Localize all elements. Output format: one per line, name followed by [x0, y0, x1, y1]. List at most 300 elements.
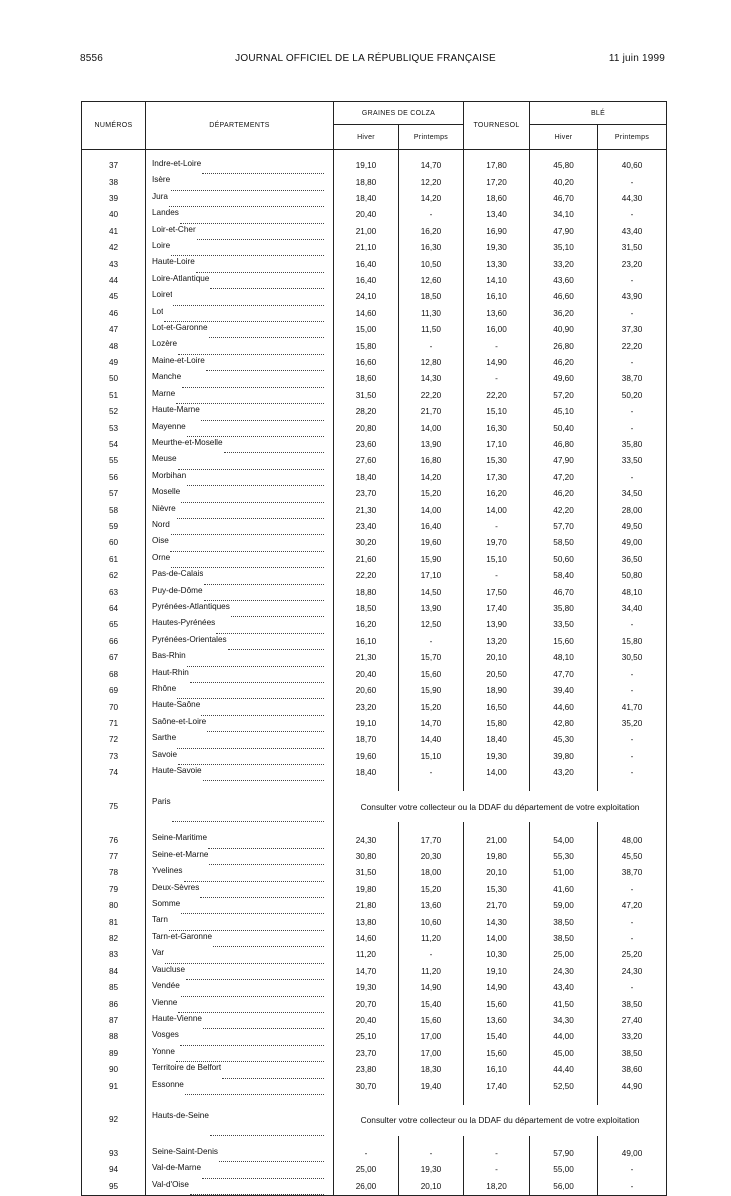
department-number: 79 — [82, 882, 146, 898]
department-name: Var — [152, 948, 165, 958]
department-cell — [146, 568, 334, 584]
tournesol-value: - — [464, 568, 530, 584]
ble-printemps-value: - — [598, 765, 667, 781]
colza-printemps-value: 14,00 — [399, 421, 464, 437]
colza-printemps-value: 12,50 — [399, 617, 464, 633]
dot-leader — [187, 476, 324, 486]
ble-printemps-value: - — [598, 1162, 667, 1178]
department-name: Haute-Loire — [152, 257, 195, 267]
spacer-cell — [530, 150, 598, 159]
table-row — [82, 486, 667, 502]
spacer-cell — [399, 822, 464, 832]
tournesol-value: - — [464, 1162, 530, 1178]
ble-hiver-value: 39,40 — [530, 683, 598, 699]
table-row — [82, 338, 667, 354]
ble-hiver-value: 24,30 — [530, 964, 598, 980]
colza-hiver-value: 16,10 — [334, 634, 399, 650]
department-number: 49 — [82, 355, 146, 371]
col-header-departements: DÉPARTEMENTS — [146, 102, 334, 150]
spacer-cell — [464, 781, 530, 791]
dot-leader — [202, 1169, 324, 1179]
spacer-cell — [334, 150, 399, 159]
department-cell — [146, 322, 334, 338]
spacer-cell — [399, 781, 464, 791]
department-name: Seine-et-Marne — [152, 849, 209, 859]
department-number: 58 — [82, 503, 146, 519]
colza-printemps-value: 12,60 — [399, 273, 464, 289]
ble-hiver-value: 41,50 — [530, 997, 598, 1013]
table-row — [82, 931, 667, 947]
department-cell — [146, 1013, 334, 1029]
department-name: Loire — [152, 241, 171, 251]
tournesol-value: 15,10 — [464, 404, 530, 420]
ble-hiver-value: 15,60 — [530, 634, 598, 650]
table-row — [82, 980, 667, 996]
tournesol-value: 18,20 — [464, 1179, 530, 1196]
ble-hiver-value: 45,80 — [530, 158, 598, 174]
ble-hiver-value: 46,80 — [530, 437, 598, 453]
tournesol-value: 15,40 — [464, 1029, 530, 1045]
ble-printemps-value: 43,90 — [598, 289, 667, 305]
ble-printemps-value: - — [598, 273, 667, 289]
department-cell — [146, 601, 334, 617]
ble-printemps-value: 38,70 — [598, 371, 667, 387]
colza-printemps-value: 21,70 — [399, 404, 464, 420]
department-number: 63 — [82, 585, 146, 601]
colza-printemps-value: 18,30 — [399, 1062, 464, 1078]
ble-printemps-value: - — [598, 749, 667, 765]
ble-printemps-value: 43,40 — [598, 224, 667, 240]
department-cell — [146, 699, 334, 715]
colza-printemps-value: 14,70 — [399, 716, 464, 732]
ble-printemps-value: - — [598, 980, 667, 996]
colza-printemps-value: 11,20 — [399, 931, 464, 947]
department-cell — [146, 716, 334, 732]
tournesol-value: 21,00 — [464, 832, 530, 848]
department-name: Yvelines — [152, 866, 183, 876]
tournesol-value: 20,10 — [464, 865, 530, 881]
department-name: Seine-Maritime — [152, 833, 208, 843]
ble-hiver-value: 57,20 — [530, 388, 598, 404]
colza-hiver-value: 30,20 — [334, 535, 399, 551]
table-row — [82, 832, 667, 848]
department-name: Val-de-Marne — [152, 1163, 201, 1173]
table-header — [82, 102, 667, 150]
department-cell — [146, 486, 334, 502]
colza-printemps-value: 17,00 — [399, 1046, 464, 1062]
ble-printemps-value: 49,50 — [598, 519, 667, 535]
ble-printemps-value: 44,90 — [598, 1079, 667, 1095]
department-number: 76 — [82, 832, 146, 848]
colza-hiver-value: 19,30 — [334, 980, 399, 996]
tournesol-value: 14,30 — [464, 914, 530, 930]
colza-hiver-value: 14,70 — [334, 964, 399, 980]
tournesol-value: 15,60 — [464, 1046, 530, 1062]
ble-hiver-value: 34,10 — [530, 207, 598, 223]
tournesol-value: 17,50 — [464, 585, 530, 601]
colza-printemps-value: 11,20 — [399, 964, 464, 980]
table-row — [82, 634, 667, 650]
tournesol-value: 20,10 — [464, 650, 530, 666]
table-row — [82, 568, 667, 584]
publication-date: 11 juin 1999 — [608, 53, 665, 64]
dot-leader — [200, 888, 324, 898]
department-name: Orne — [152, 552, 171, 562]
tournesol-value: 13,90 — [464, 617, 530, 633]
dot-leader — [203, 771, 324, 781]
tournesol-value: 21,70 — [464, 898, 530, 914]
department-number: 47 — [82, 322, 146, 338]
spacer-row — [82, 822, 667, 832]
department-cell — [146, 174, 334, 190]
dot-leader — [178, 345, 324, 355]
department-name: Lot-et-Garonne — [152, 323, 208, 333]
tournesol-value: 14,10 — [464, 273, 530, 289]
department-name: Haut-Rhin — [152, 667, 189, 677]
table-row — [82, 470, 667, 486]
department-name: Vienne — [152, 997, 178, 1007]
ble-hiver-value: 33,20 — [530, 256, 598, 272]
tournesol-value: 14,00 — [464, 503, 530, 519]
department-name: Deux-Sèvres — [152, 882, 200, 892]
department-cell — [146, 207, 334, 223]
tournesol-value: 19,70 — [464, 535, 530, 551]
spacer-cell — [146, 822, 334, 832]
tournesol-value: 15,10 — [464, 552, 530, 568]
colza-hiver-value: 18,80 — [334, 585, 399, 601]
colza-hiver-value: 16,40 — [334, 256, 399, 272]
ble-printemps-value: 15,80 — [598, 634, 667, 650]
ble-hiver-value: 34,30 — [530, 1013, 598, 1029]
dot-leader — [182, 378, 324, 388]
colza-printemps-value: 15,60 — [399, 1013, 464, 1029]
tournesol-value: 13,40 — [464, 207, 530, 223]
dot-leader — [169, 197, 324, 207]
department-name: Indre-et-Loire — [152, 159, 202, 168]
ble-hiver-value: 38,50 — [530, 931, 598, 947]
spacer-row — [82, 1095, 667, 1105]
colza-printemps-value: - — [399, 634, 464, 650]
ble-printemps-value: 33,20 — [598, 1029, 667, 1045]
colza-hiver-value: 20,60 — [334, 683, 399, 699]
ble-printemps-value: 35,20 — [598, 716, 667, 732]
department-name: Paris — [152, 797, 171, 807]
department-number: 61 — [82, 552, 146, 568]
colza-hiver-value: 20,40 — [334, 207, 399, 223]
colza-hiver-value: 23,70 — [334, 486, 399, 502]
ble-printemps-value: 30,50 — [598, 650, 667, 666]
colza-printemps-value: 16,80 — [399, 453, 464, 469]
tournesol-value: 20,50 — [464, 667, 530, 683]
department-number: 62 — [82, 568, 146, 584]
table-row — [82, 585, 667, 601]
ble-hiver-value: 47,70 — [530, 667, 598, 683]
department-name: Haute-Savoie — [152, 766, 202, 776]
spacer-cell — [82, 150, 146, 159]
department-cell — [146, 667, 334, 683]
tournesol-value: 16,00 — [464, 322, 530, 338]
table-row — [82, 355, 667, 371]
department-name: Sarthe — [152, 733, 177, 743]
department-cell — [146, 519, 334, 535]
table-row — [82, 749, 667, 765]
department-number: 68 — [82, 667, 146, 683]
colza-hiver-value: 14,60 — [334, 931, 399, 947]
department-name: Somme — [152, 899, 181, 909]
ble-printemps-value: - — [598, 421, 667, 437]
tournesol-value: 17,10 — [464, 437, 530, 453]
spacer-cell — [334, 781, 399, 791]
department-cell — [146, 980, 334, 996]
ble-printemps-value: 50,20 — [598, 388, 667, 404]
department-cell — [146, 964, 334, 980]
dot-leader — [178, 1003, 324, 1013]
department-number: 39 — [82, 191, 146, 207]
colza-printemps-value: 20,30 — [399, 849, 464, 865]
colza-hiver-value: 18,70 — [334, 732, 399, 748]
ble-printemps-value: 37,30 — [598, 322, 667, 338]
department-name: Manche — [152, 372, 182, 382]
consult-row — [82, 1105, 667, 1136]
ble-hiver-value: 58,40 — [530, 568, 598, 584]
colza-printemps-value: 15,10 — [399, 749, 464, 765]
spacer-cell — [464, 822, 530, 832]
colza-hiver-value: 26,00 — [334, 1179, 399, 1196]
department-number: 88 — [82, 1029, 146, 1045]
colza-hiver-value: 21,30 — [334, 503, 399, 519]
dot-leader — [209, 328, 324, 338]
department-cell — [146, 732, 334, 748]
ble-hiver-value: 59,00 — [530, 898, 598, 914]
colza-hiver-value: 16,20 — [334, 617, 399, 633]
table-row — [82, 1162, 667, 1178]
tournesol-value: 18,40 — [464, 732, 530, 748]
department-name: Moselle — [152, 487, 181, 497]
ble-hiver-value: 43,40 — [530, 980, 598, 996]
department-name: Tarn — [152, 915, 168, 925]
spacer-cell — [334, 822, 399, 832]
ble-hiver-value: 41,60 — [530, 882, 598, 898]
table-row — [82, 601, 667, 617]
ble-hiver-value: 49,60 — [530, 371, 598, 387]
department-cell — [146, 421, 334, 437]
tournesol-value: 18,90 — [464, 683, 530, 699]
dot-leader — [206, 361, 324, 371]
dot-leader — [204, 575, 324, 585]
ble-printemps-value: 28,00 — [598, 503, 667, 519]
ble-printemps-value: - — [598, 882, 667, 898]
dot-leader — [171, 558, 324, 568]
table-row — [82, 207, 667, 223]
dot-leader — [164, 312, 324, 322]
ble-printemps-value: - — [598, 667, 667, 683]
department-name: Lot — [152, 306, 164, 316]
tournesol-value: 14,90 — [464, 980, 530, 996]
colza-hiver-value: 19,60 — [334, 749, 399, 765]
dot-leader — [176, 394, 324, 404]
department-name: Lozère — [152, 339, 178, 349]
department-number: 52 — [82, 404, 146, 420]
ble-printemps-value: 41,70 — [598, 699, 667, 715]
department-number: 54 — [82, 437, 146, 453]
page-number: 8556 — [80, 53, 104, 64]
sub-header-ble-hiver: Hiver — [530, 125, 598, 150]
colza-printemps-value: 10,60 — [399, 914, 464, 930]
department-number: 73 — [82, 749, 146, 765]
colza-printemps-value: 18,00 — [399, 865, 464, 881]
dot-leader — [165, 954, 324, 964]
department-cell — [146, 404, 334, 420]
tournesol-value: - — [464, 338, 530, 354]
colza-printemps-value: 20,10 — [399, 1179, 464, 1196]
table-body — [82, 150, 667, 1196]
department-number: 82 — [82, 931, 146, 947]
ble-hiver-value: 55,30 — [530, 849, 598, 865]
dot-leader — [177, 689, 324, 699]
department-name: Pyrénées-Atlantiques — [152, 601, 230, 611]
sub-header-colza-hiver: Hiver — [334, 125, 399, 150]
colza-printemps-value: 15,20 — [399, 699, 464, 715]
ble-hiver-value: 47,90 — [530, 224, 598, 240]
ble-printemps-value: 45,50 — [598, 849, 667, 865]
department-cell — [146, 914, 334, 930]
dot-leader — [186, 970, 324, 980]
ble-hiver-value: 33,50 — [530, 617, 598, 633]
department-number: 93 — [82, 1146, 146, 1162]
department-name: Tarn-et-Garonne — [152, 931, 213, 941]
department-cell — [146, 931, 334, 947]
ble-hiver-value: 42,80 — [530, 716, 598, 732]
colza-hiver-value: 23,80 — [334, 1062, 399, 1078]
journal-title: JOURNAL OFFICIEL DE LA RÉPUBLIQUE FRANÇAISE — [235, 53, 496, 64]
colza-hiver-value: 21,00 — [334, 224, 399, 240]
tournesol-value: 17,40 — [464, 1079, 530, 1095]
department-number: 60 — [82, 535, 146, 551]
department-number: 56 — [82, 470, 146, 486]
ble-hiver-value: 42,20 — [530, 503, 598, 519]
table-row — [82, 322, 667, 338]
colza-printemps-value: 17,10 — [399, 568, 464, 584]
dot-leader — [177, 739, 324, 749]
department-name: Mayenne — [152, 421, 186, 431]
spacer-cell — [464, 1136, 530, 1146]
department-number: 42 — [82, 240, 146, 256]
department-number: 38 — [82, 174, 146, 190]
dot-leader — [197, 230, 324, 240]
dot-leader — [201, 706, 324, 716]
table-row — [82, 667, 667, 683]
department-cell — [146, 1029, 334, 1045]
department-number: 43 — [82, 256, 146, 272]
dot-leader — [213, 937, 324, 947]
tournesol-value: 19,10 — [464, 964, 530, 980]
dot-leader — [171, 246, 324, 256]
department-number: 75 — [82, 791, 146, 822]
dot-leader — [210, 279, 324, 289]
spacer-cell — [146, 1095, 334, 1105]
colza-hiver-value: 18,40 — [334, 765, 399, 781]
spacer-cell — [399, 150, 464, 159]
department-number: 70 — [82, 699, 146, 715]
tournesol-value: 15,60 — [464, 997, 530, 1013]
ble-printemps-value: 49,00 — [598, 1146, 667, 1162]
colza-printemps-value: 16,30 — [399, 240, 464, 256]
colza-hiver-value: 25,10 — [334, 1029, 399, 1045]
department-name: Loiret — [152, 290, 173, 300]
tournesol-value: 16,30 — [464, 421, 530, 437]
department-number: 41 — [82, 224, 146, 240]
dot-leader — [207, 722, 324, 732]
colza-hiver-value: 27,60 — [334, 453, 399, 469]
colza-printemps-value: 11,50 — [399, 322, 464, 338]
tournesol-value: 16,10 — [464, 289, 530, 305]
ble-hiver-value: 50,40 — [530, 421, 598, 437]
department-cell — [146, 273, 334, 289]
dot-leader — [210, 1126, 324, 1136]
dot-leader — [187, 427, 324, 437]
colza-hiver-value: 15,00 — [334, 322, 399, 338]
department-number: 89 — [82, 1046, 146, 1062]
ble-printemps-value: - — [598, 404, 667, 420]
colza-printemps-value: 19,30 — [399, 1162, 464, 1178]
department-name: Essonne — [152, 1079, 184, 1089]
group-header-ble: BLÉ — [530, 102, 667, 125]
colza-hiver-value: 28,20 — [334, 404, 399, 420]
spacer-cell — [598, 781, 667, 791]
department-cell — [146, 338, 334, 354]
ble-printemps-value: 31,50 — [598, 240, 667, 256]
colza-hiver-value: 21,60 — [334, 552, 399, 568]
department-number: 46 — [82, 306, 146, 322]
department-name: Seine-Saint-Denis — [152, 1146, 218, 1156]
colza-hiver-value: - — [334, 1146, 399, 1162]
table-row — [82, 1029, 667, 1045]
ble-hiver-value: 46,70 — [530, 191, 598, 207]
spacer-cell — [530, 1136, 598, 1146]
spacer-row — [82, 150, 667, 159]
dot-leader — [170, 542, 324, 552]
colza-hiver-value: 21,10 — [334, 240, 399, 256]
table-row — [82, 1179, 667, 1196]
colza-hiver-value: 25,00 — [334, 1162, 399, 1178]
colza-hiver-value: 24,30 — [334, 832, 399, 848]
ble-hiver-value: 45,30 — [530, 732, 598, 748]
department-cell — [146, 453, 334, 469]
tournesol-value: 13,20 — [464, 634, 530, 650]
dot-leader — [196, 263, 324, 273]
ble-printemps-value: 38,70 — [598, 865, 667, 881]
department-number: 77 — [82, 849, 146, 865]
colza-printemps-value: 14,20 — [399, 470, 464, 486]
department-cell — [146, 1146, 334, 1162]
dot-leader — [181, 904, 324, 914]
department-name: Maine-et-Loire — [152, 355, 205, 365]
dot-leader — [185, 1085, 324, 1095]
department-name: Landes — [152, 208, 179, 218]
colza-hiver-value: 13,80 — [334, 914, 399, 930]
department-name: Marne — [152, 388, 176, 398]
department-cell — [146, 947, 334, 963]
department-number: 67 — [82, 650, 146, 666]
ble-printemps-value: 38,60 — [598, 1062, 667, 1078]
tournesol-value: 19,30 — [464, 749, 530, 765]
department-number: 84 — [82, 964, 146, 980]
department-cell — [146, 585, 334, 601]
table-row — [82, 404, 667, 420]
colza-hiver-value: 18,50 — [334, 601, 399, 617]
department-name: Hautes-Pyrénées — [152, 618, 216, 628]
ble-hiver-value: 35,80 — [530, 601, 598, 617]
